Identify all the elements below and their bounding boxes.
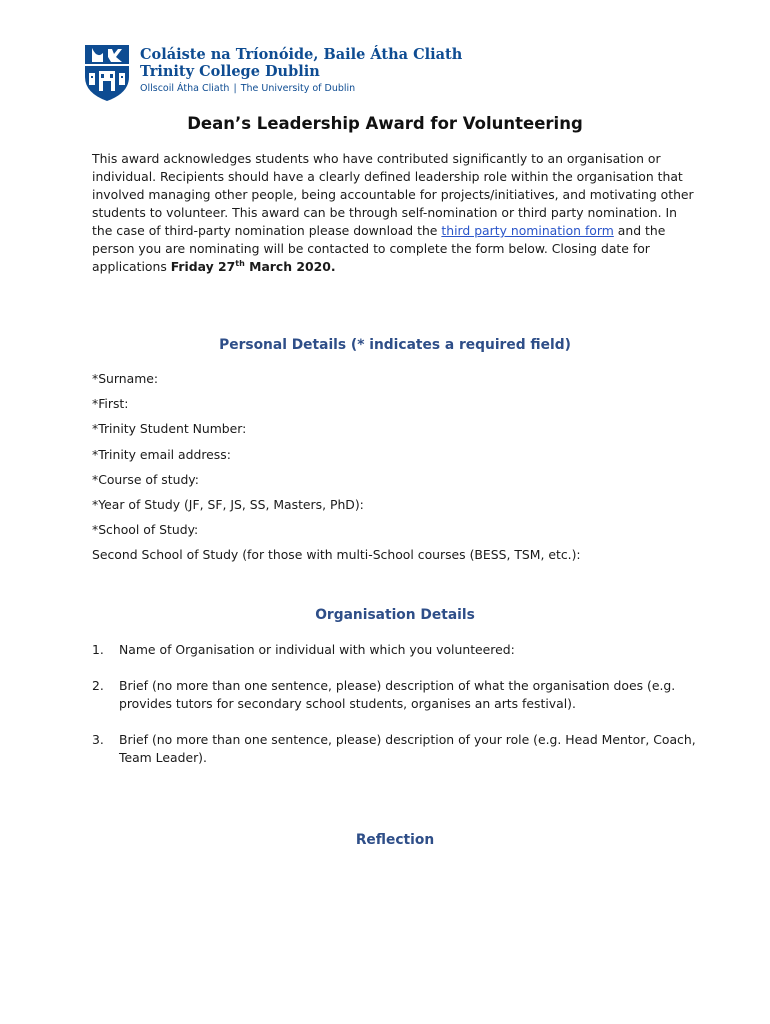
logo-university-english: The University of Dublin [240,83,356,94]
personal-details-list [92,370,581,572]
reflection-heading: Reflection [355,832,435,848]
list-item-number: 3. [92,732,104,747]
personal-details-heading: Personal Details (* indicates a required field) [219,337,571,353]
intro-paragraph [92,150,697,276]
closing-date [171,259,336,274]
list-item-text: Brief (no more than one sentence, please) description of your role (e.g. Head Mentor, Coach, Team Leader). [119,732,696,765]
document-title: Dean’s Leadership Award for Volunteering [187,114,583,133]
list-item-text: Name of Organisation or individual with which you volunteered: [119,642,515,657]
list-item [92,731,702,767]
organisation-questions-list [92,641,702,767]
intro-text-before-link: This award acknowledges students who have contributed significantly to an organisation or individual. Recipients should have a clearly defined leadership role within the organisation that involved managing other people, being accountable for projects/initiatives, and motivating other students to volunteer. This award can be through self-nomination or third party nomination. In the case of third-party nomination please download the [92,151,694,238]
first-name-label: *First: [92,396,129,412]
organisation-details-heading: Organisation Details [315,607,475,623]
intro-text-after-link: and the person you are nominating will be contacted to complete the form below. Closing date for applications [92,223,666,274]
student-number-label: *Trinity Student Number: [92,421,247,437]
tcd-logo [83,43,463,103]
surname-label: *Surname: [92,371,159,386]
closing-date-suffix: th [235,258,245,268]
logo-university-irish: Ollscoil Átha Cliath [140,83,230,94]
closing-date-rest: March 2020. [244,259,336,274]
logo-irish-name: Coláiste na Tríonóide, Baile Átha Cliath [140,46,463,63]
second-school-label: Second School of Study (for those with multi-School courses (BESS, TSM, etc.): [92,547,581,563]
course-label: *Course of study: [92,471,199,487]
list-item-number: 1. [92,642,104,657]
list-item-text: Brief (no more than one sentence, please) description of what the organisation does (e.g. provides tutors for secondary school students, organises an arts festival). [119,678,676,711]
nomination-form-link[interactable]: third party nomination form [441,223,614,238]
school-of-study-label: *School of Study: [92,522,199,538]
logo-separator: | [233,83,237,94]
email-label: *Trinity email address: [92,446,231,462]
list-item-number: 2. [92,678,104,693]
list-item [92,641,702,659]
closing-date-day: Friday 27 [170,259,236,274]
logo-university-line [140,82,462,96]
year-of-study-label: *Year of Study (JF, SF, JS, SS, Masters, PhD): [92,496,364,512]
list-item [92,677,702,713]
tcd-crest-icon [83,43,131,103]
logo-english-name: Trinity College Dublin [140,63,320,80]
